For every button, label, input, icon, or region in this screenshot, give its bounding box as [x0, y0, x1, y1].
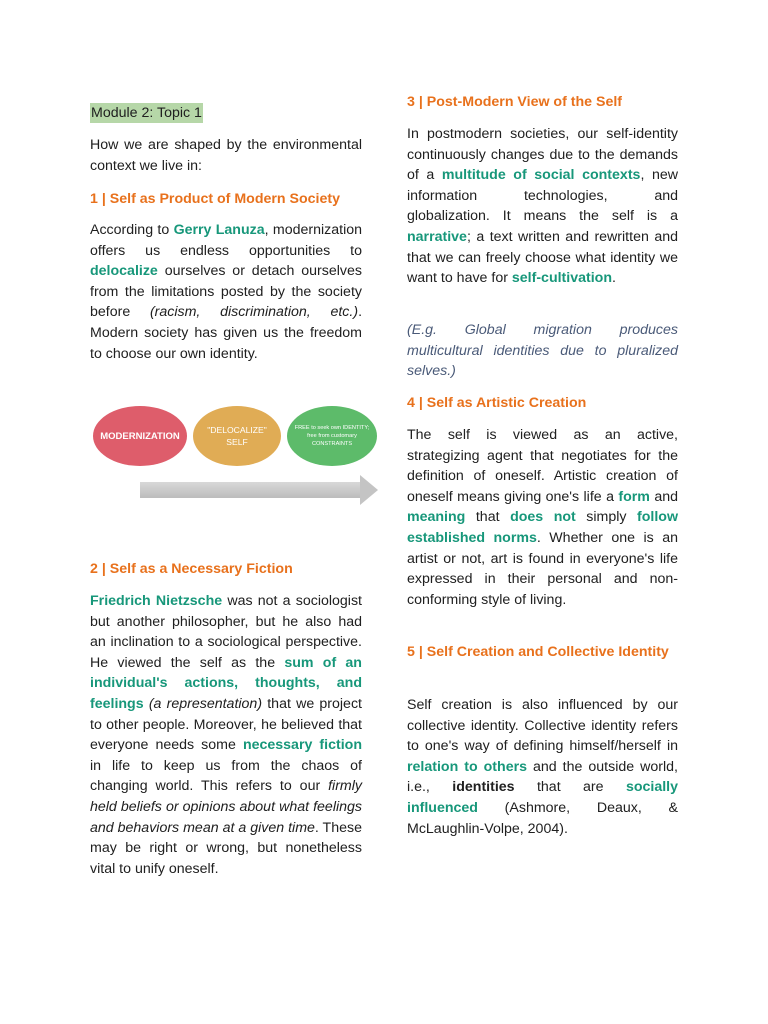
- s1-gerry-lanuza: Gerry Lanuza: [173, 222, 265, 238]
- s1-text-1: According to: [90, 222, 174, 238]
- section-4-number: 4: [407, 395, 415, 411]
- s2-necessary-fiction: necessary fiction: [242, 737, 362, 754]
- s5-socially-influenced: socially influenced: [407, 779, 679, 816]
- section-1-body: [90, 220, 362, 364]
- section-5-title: Self Creation and Collective Identity: [426, 644, 669, 660]
- s4-text-9: . Whether one is an artist or not, art is found in everyone's life expressed in their personal and non-conforming style of living.: [407, 529, 678, 608]
- s3-text-7: .: [612, 270, 616, 287]
- s4-meaning: meaning: [407, 509, 466, 526]
- s3-text-3: , new information technologies, and globalization. It means the self is a: [407, 167, 678, 225]
- s2-text-2: was not a sociologist but another philosopher, but he also had an inclination to a sociological perspective. He viewed the self as the: [90, 593, 362, 671]
- s1-text-5: ourselves or detach ourselves from the limitations posted by the society before: [90, 263, 362, 321]
- delocalize-ellipse: [193, 406, 281, 466]
- section-3-number: 3: [407, 94, 415, 110]
- module-label: Module 2: Topic 1: [91, 105, 202, 121]
- s2-nietzsche: Friedrich Nietzsche: [90, 593, 223, 609]
- section-4-heading: [407, 393, 678, 414]
- s4-text-3: and: [649, 488, 678, 505]
- section-2-number: 2: [90, 561, 98, 577]
- section-2-heading: [90, 559, 362, 580]
- section-1-heading: [90, 189, 362, 210]
- section-4-title: Self as Artistic Creation: [426, 395, 587, 411]
- s3-example-text: (E.g. Global migration produces multicultural identities due to pluralized selves.): [407, 322, 678, 380]
- s5-relation-to-others: relation to others: [407, 758, 527, 775]
- s1-examples: (racism, discrimination, etc.): [149, 304, 359, 321]
- section-5-number: 5: [407, 644, 415, 660]
- s5-identities: identities: [452, 779, 515, 796]
- free-label-2: free from customary: [307, 433, 357, 439]
- s2-text-10: . These may be right or wrong, but nonetheless vital to unify oneself.: [90, 819, 362, 877]
- section-2-separator: |: [101, 561, 106, 577]
- s2-representation: (a representation): [148, 695, 263, 712]
- arrow-right-icon: [360, 475, 378, 505]
- s3-self-cultivation: self-cultivation: [511, 270, 613, 287]
- s1-delocalize: delocalize: [90, 263, 158, 280]
- modernization-label: MODERNIZATION: [100, 430, 180, 442]
- s2-text-8: in life to keep us from the chaos of changing world. This refers to our: [90, 757, 362, 795]
- intro-text: How we are shaped by the environmental context we live in:: [90, 137, 362, 174]
- s2-text-6: that we project to other people. Moreover, he believed that everyone needs some: [90, 695, 362, 754]
- s4-does-not: does not: [510, 509, 576, 526]
- s3-text-5: ; a text written and rewritten and that we can freely choose what identity we want to have for: [407, 228, 678, 287]
- s4-follow-norms: follow established norms: [407, 509, 678, 546]
- free-label-1: FREE to seek own IDENTITY;: [294, 425, 370, 431]
- arrow-body: [140, 482, 362, 498]
- s5-text-7: (Ashmore, Deaux, & McLaughlin-Volpe, 2004).: [407, 799, 678, 837]
- s2-sum-of-actions: sum of an individual's actions, thoughts, and feelings: [90, 654, 362, 712]
- s4-text-5: that: [465, 509, 511, 526]
- s3-text-1: In postmodern societies, our self-identity continuously changes due to the demands of a: [407, 126, 678, 184]
- section-2-body: [90, 591, 362, 879]
- section-3-example: [407, 320, 678, 382]
- self-label: SELF: [226, 437, 248, 447]
- s1-text-3: , modernization offers us endless opportunities to: [90, 222, 362, 259]
- s4-text-1: The self is viewed as an active, strategizing agent that negotiates for the definition of oneself. Artistic creation of oneself means giving one's life a: [407, 427, 678, 505]
- section-4-separator: |: [418, 395, 423, 411]
- intro-paragraph: [90, 135, 362, 176]
- section-1-title: Self as Product of Modern Society: [109, 191, 340, 207]
- section-1-separator: |: [101, 191, 106, 207]
- section-4-body: [407, 425, 678, 610]
- section-1-number: 1: [90, 191, 98, 207]
- free-identity-ellipse: [287, 406, 377, 466]
- s4-form: form: [618, 488, 650, 505]
- section-2-title: Self as a Necessary Fiction: [109, 561, 293, 577]
- delocalize-label: "DELOCALIZE": [207, 425, 267, 435]
- modernization-ellipse: [93, 406, 187, 466]
- s3-narrative: narrative: [407, 228, 467, 245]
- free-label-3: CONSTRAINTS: [311, 441, 353, 447]
- s5-text-5: that are: [514, 779, 626, 796]
- section-5-heading: [407, 642, 678, 663]
- s1-text-7: . Modern society has given us the freedom to choose our own identity.: [90, 304, 363, 362]
- s2-firmly-held-beliefs: firmly held beliefs or opinions about what feelings and behaviors mean at a given time: [90, 778, 362, 836]
- section-3-title: Post-Modern View of the Self: [426, 94, 623, 110]
- s4-text-7: simply: [575, 509, 638, 526]
- section-3-body: [407, 124, 678, 289]
- modernization-diagram: [88, 400, 380, 515]
- section-5-separator: |: [418, 644, 423, 660]
- s3-multitude: multitude of social contexts: [441, 167, 641, 184]
- section-3-heading: [407, 92, 678, 113]
- section-3-separator: |: [418, 94, 423, 110]
- s5-text-3: and the outside world, i.e.,: [407, 758, 678, 796]
- section-5-body: [407, 695, 678, 839]
- s5-text-1: Self creation is also influenced by our collective identity. Collective identity refers to one's way of defining himself/herself in: [407, 697, 678, 755]
